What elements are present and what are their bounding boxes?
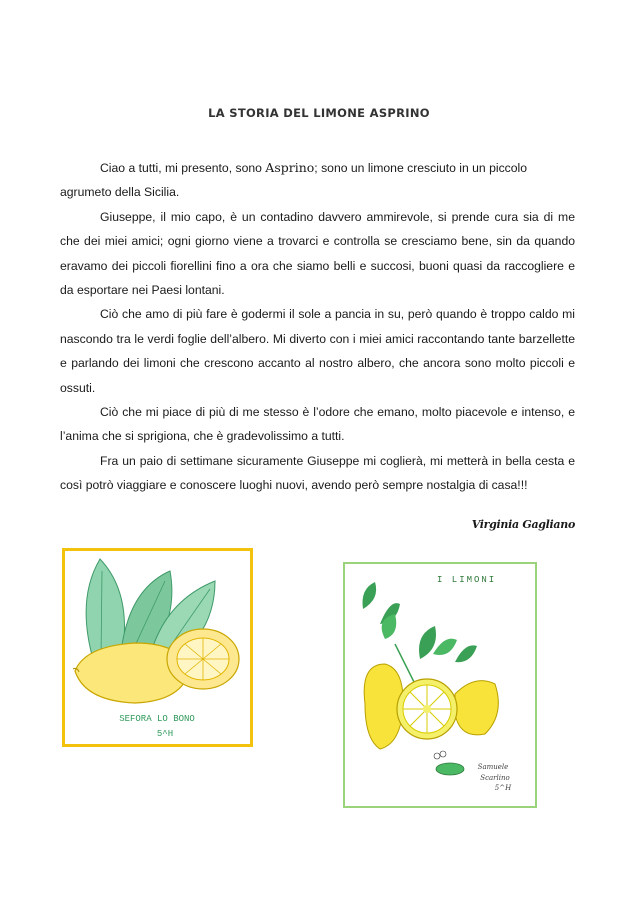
story-body	[60, 156, 575, 498]
paragraph-1-start: Ciao a tutti, mi presento, sono	[100, 161, 266, 175]
paragraph-1	[60, 156, 575, 205]
lemon-drawing-right	[343, 562, 537, 808]
paragraph-2: Giuseppe, il mio capo, è un contadino davvero ammirevole, si prende cura sia di me che dei miei amici; ogni giorno viene a trovarci e controlla se cresciamo bene, sin da quando eravamo dei piccoli fiorellini fino a ora che siamo belli e succosi, buoni quasi da raccogliere e da esportare nei Paesi lontani.	[60, 209, 575, 298]
paragraph-4: Ciò che mi piace di più di me stesso è l’odore che emano, molto piacevole e intenso, e l’anima che si sprigiona, che è gradevolissimo a tutti.	[60, 405, 575, 444]
paragraph-1-end: ; sono un limone cresciuto in un piccolo agrumeto della Sicilia.	[60, 161, 528, 200]
paragraph-3: Ciò che amo di più fare è godermi il sole a pancia in su, però quando è troppo caldo mi nascondo tra le verdi foglie dell’albero. Mi diverto con i miei amici raccontando tante barzellette e parlando dei limoni che crescono accanto al nostro albero, che ancora sono molto piccoli e ossuti.	[60, 307, 575, 395]
drawing2-heading: I LIMONI	[437, 575, 497, 585]
author-signature: Virginia Gagliano	[471, 518, 575, 531]
lemon-drawing-left	[62, 548, 253, 747]
drawing2-class: 5^H	[494, 784, 512, 792]
drawing1-name: SEFORA LO BONO	[119, 714, 195, 724]
paragraph-5: Fra un paio di settimane sicuramente Giuseppe mi coglierà, mi metterà in bella cesta e così potrò viaggiare e conoscere luoghi nuovi, avendo però sempre nostalgia di casa!!!	[60, 453, 575, 493]
drawing2-author-last: Scarlino	[480, 774, 510, 782]
character-name: Asprino	[265, 160, 315, 175]
drawing2-author-first: Samuele	[477, 763, 509, 771]
drawing1-class: 5^H	[156, 729, 174, 739]
document-title: LA STORIA DEL LIMONE ASPRINO	[208, 106, 430, 120]
